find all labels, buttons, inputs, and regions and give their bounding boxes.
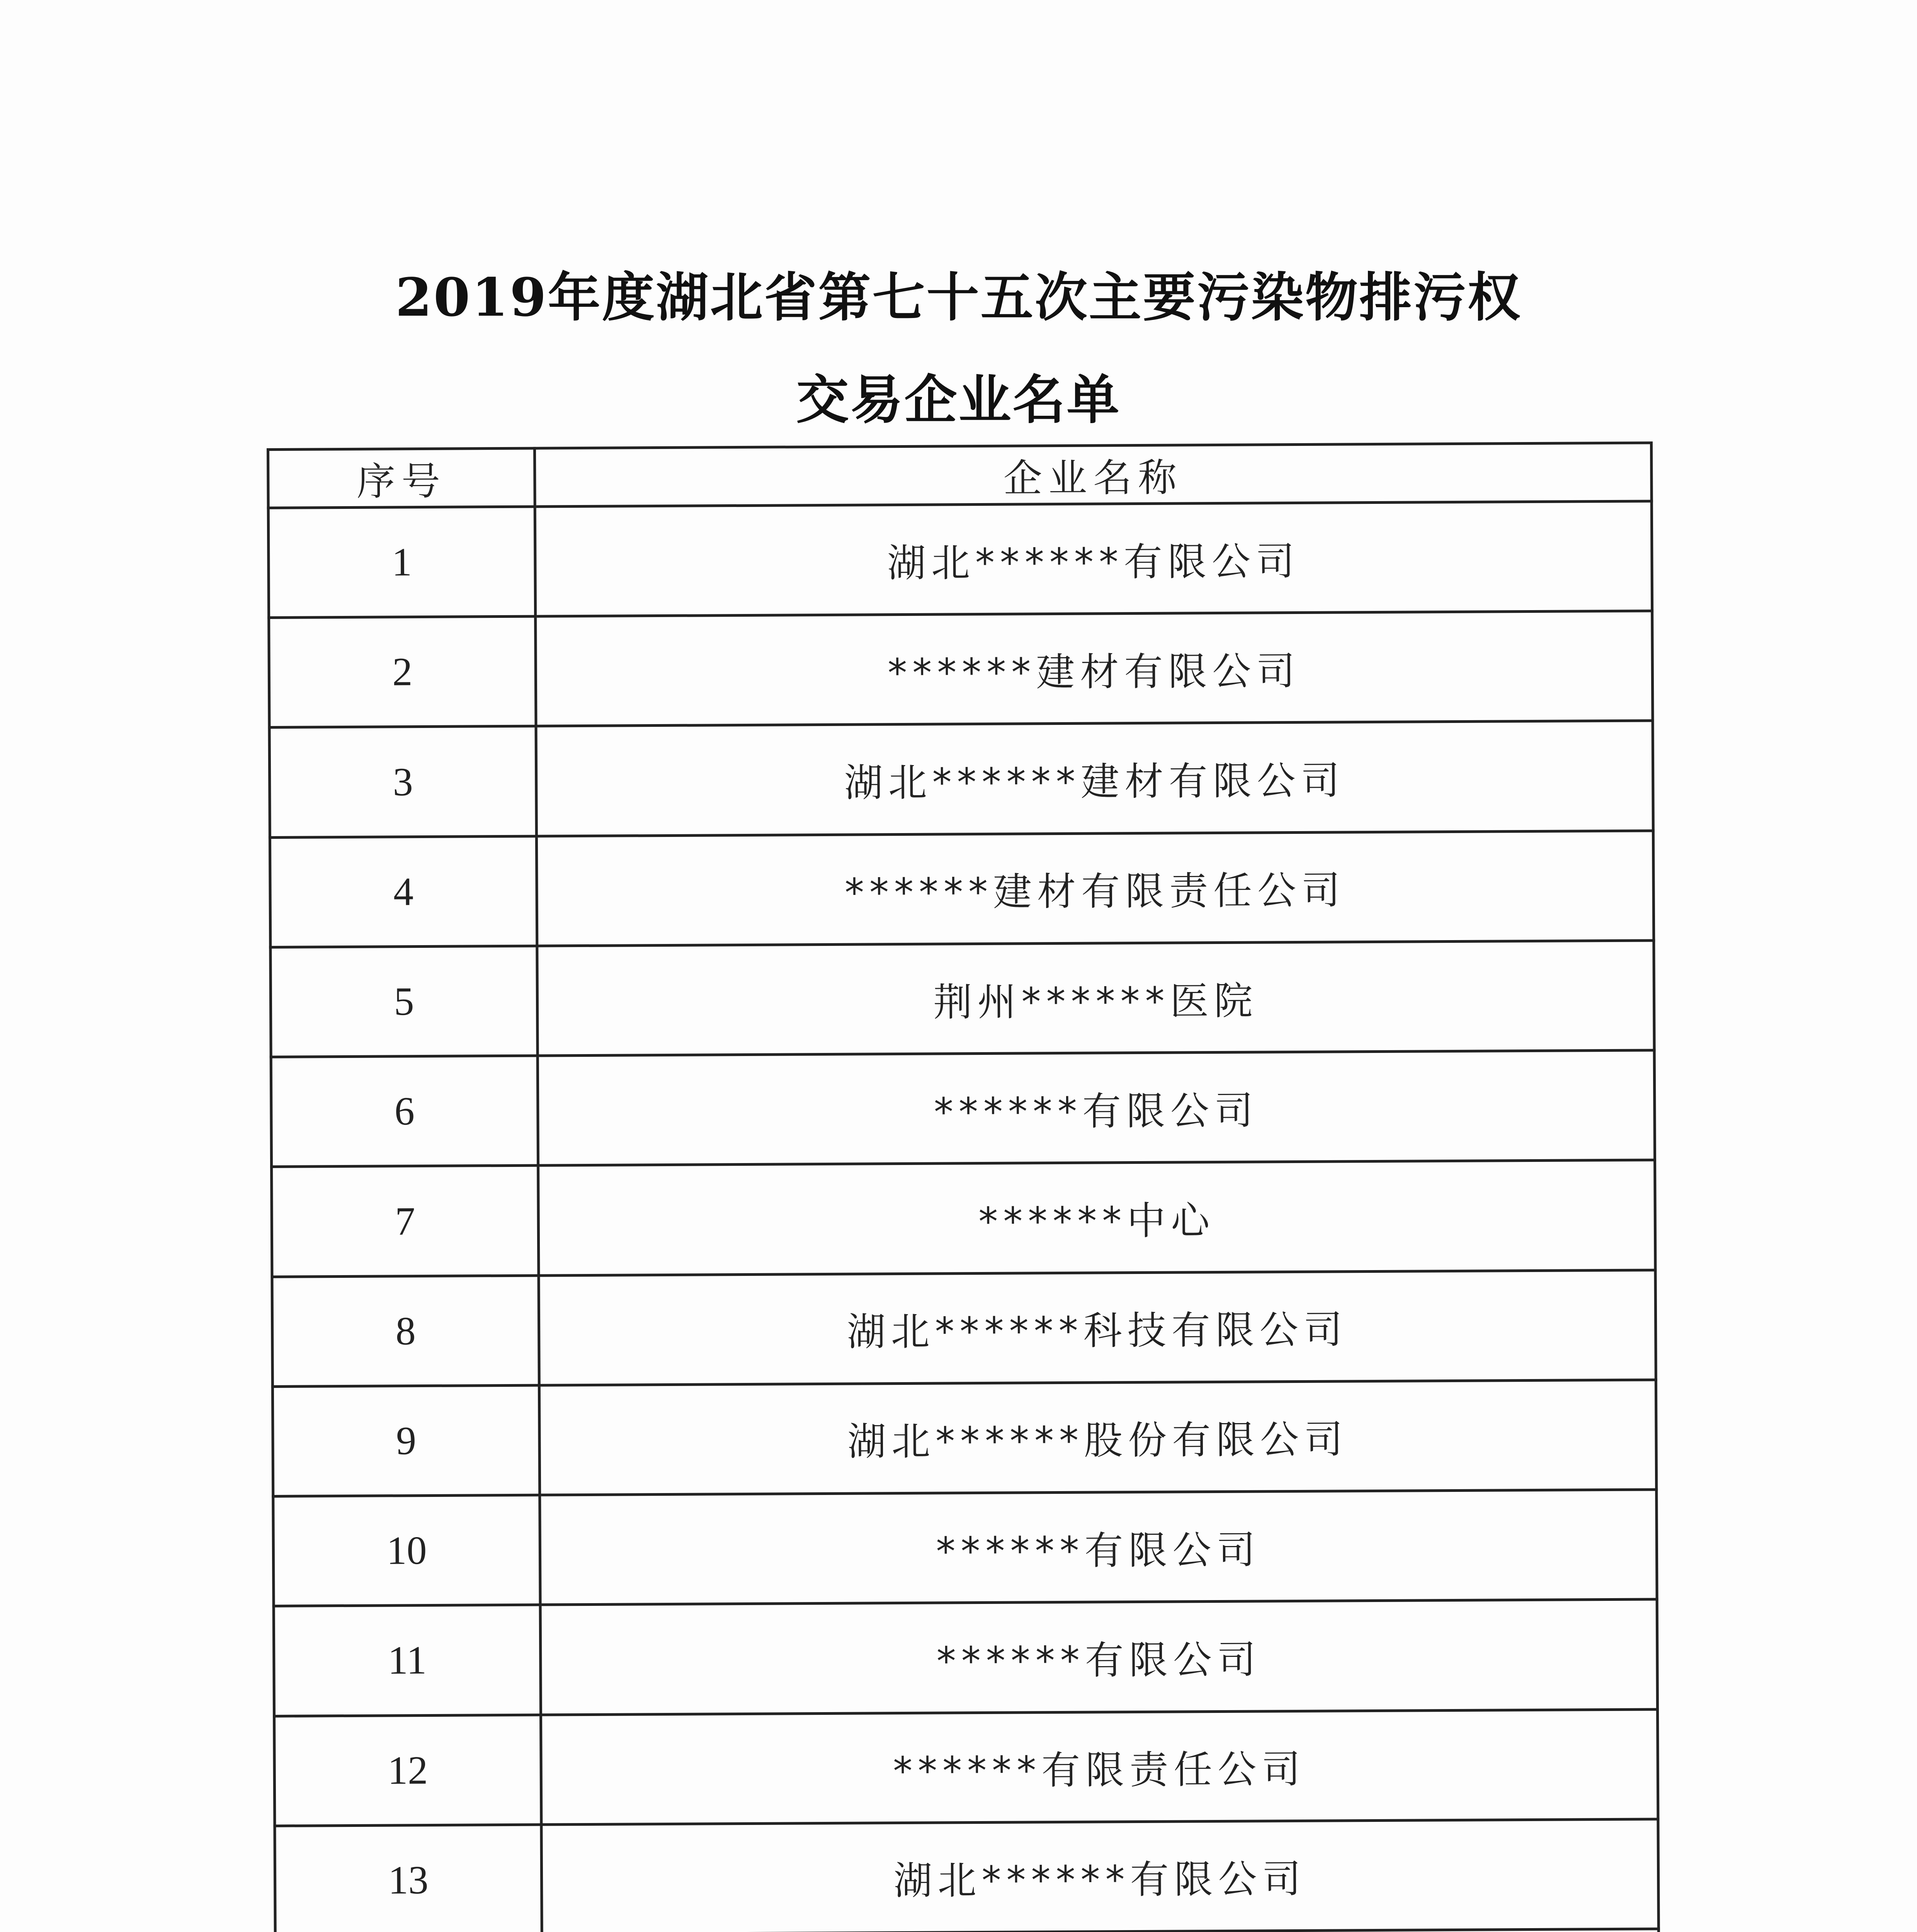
- enterprise-table-container: [267, 442, 1659, 1932]
- row-enterprise-name: ******中心: [538, 1160, 1655, 1275]
- table-row: [269, 611, 1653, 728]
- row-serial-number: 2: [269, 616, 536, 728]
- row-serial-number: 3: [269, 726, 536, 838]
- row-enterprise-name: ******有限责任公司: [541, 1709, 1658, 1825]
- row-enterprise-name: 湖北******有限公司: [535, 501, 1652, 616]
- row-serial-number: 7: [272, 1165, 539, 1277]
- row-enterprise-name: ******建材有限公司: [536, 611, 1653, 726]
- row-serial-number: 11: [274, 1605, 541, 1716]
- table-row: [270, 831, 1653, 947]
- table-header-row: [268, 443, 1652, 508]
- row-enterprise-name: 湖北******股份有限公司: [539, 1380, 1656, 1495]
- table-row: [273, 1490, 1657, 1606]
- row-serial-number: 6: [271, 1056, 538, 1167]
- row-enterprise-name: 湖北******建材有限公司: [536, 721, 1653, 836]
- table-row: [269, 721, 1653, 837]
- row-serial-number: 10: [273, 1495, 540, 1606]
- document-title-line-1: 2019年度湖北省第七十五次主要污染物排污权: [395, 267, 1522, 328]
- row-serial-number: 13: [275, 1825, 542, 1932]
- table-row: [272, 1380, 1656, 1497]
- header-serial-number: 序号: [268, 448, 535, 508]
- row-enterprise-name: ******有限公司: [540, 1599, 1657, 1714]
- row-serial-number: 8: [272, 1276, 539, 1387]
- row-enterprise-name: 湖北******有限公司: [541, 1819, 1658, 1932]
- row-enterprise-name: 湖北******科技有限公司: [539, 1270, 1656, 1385]
- header-enterprise-name: 企业名称: [535, 443, 1652, 507]
- row-enterprise-name: 荆州******医院: [537, 940, 1654, 1056]
- row-serial-number: 1: [268, 507, 535, 618]
- row-enterprise-name: ******有限公司: [540, 1490, 1657, 1605]
- table-row: [268, 501, 1652, 618]
- row-enterprise-name: ******建材有限责任公司: [536, 831, 1653, 946]
- row-enterprise-name: ******有限公司: [538, 1050, 1655, 1165]
- table-row: [270, 940, 1654, 1057]
- row-serial-number: 5: [270, 946, 538, 1057]
- enterprise-table: [267, 441, 1662, 1932]
- table-row: [272, 1160, 1655, 1277]
- table-row: [274, 1709, 1658, 1826]
- table-row: [272, 1270, 1656, 1387]
- document-title-line-2: 交易企业名单: [796, 369, 1121, 431]
- table-row: [271, 1050, 1655, 1167]
- table-row: [275, 1819, 1658, 1932]
- row-serial-number: 9: [272, 1385, 539, 1497]
- table-row: [274, 1599, 1657, 1716]
- row-serial-number: 4: [270, 836, 537, 947]
- row-serial-number: 12: [274, 1715, 541, 1826]
